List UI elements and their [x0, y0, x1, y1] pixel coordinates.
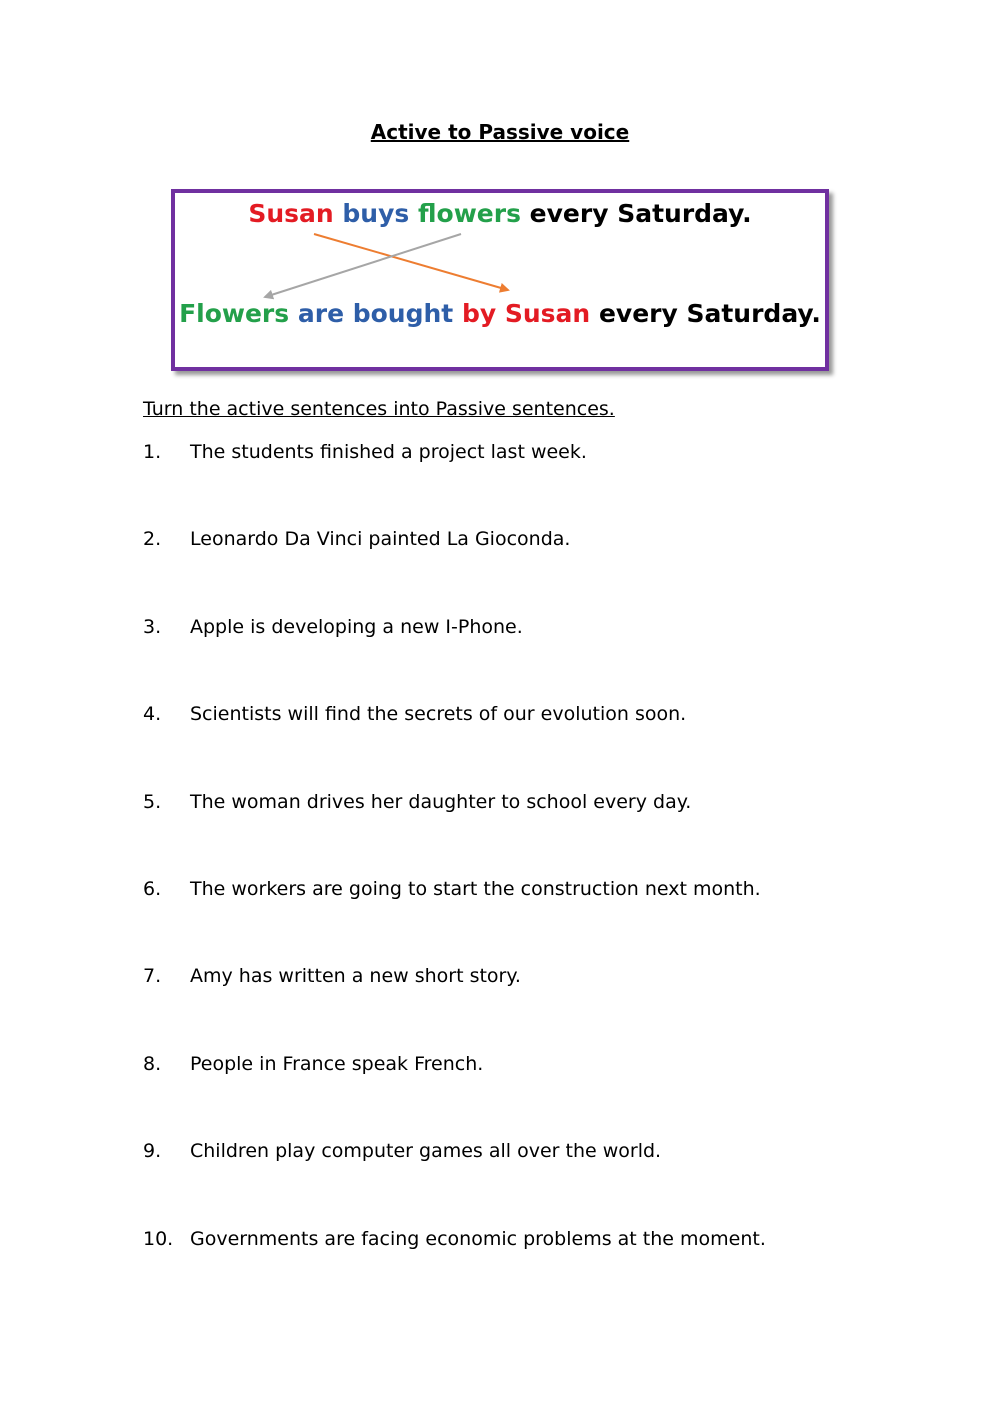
question-text: The students finished a project last week. [190, 441, 587, 463]
question-text: Amy has written a new short story. [190, 965, 521, 988]
transformation-arrows [175, 193, 825, 367]
active-object: flowers [417, 199, 521, 228]
passive-example-sentence [175, 299, 825, 328]
question-number: 1. [143, 441, 162, 463]
object-to-subject-arrow [265, 234, 461, 297]
question-item [143, 965, 903, 1052]
question-text: Leonardo Da Vinci painted La Gioconda. [190, 528, 571, 551]
question-item [143, 1053, 903, 1140]
question-item [143, 791, 903, 878]
active-subject: Susan [248, 199, 334, 228]
passive-subject: Flowers [179, 299, 290, 328]
question-text: Apple is developing a new I-Phone. [190, 615, 523, 638]
question-text: The woman drives her daughter to school every day. [190, 790, 692, 813]
question-number: 7. [143, 965, 162, 988]
question-number: 10. [143, 1227, 174, 1250]
question-number: 4. [143, 703, 162, 726]
passive-time: every Saturday. [598, 299, 821, 328]
question-item [143, 1228, 903, 1315]
question-text: Scientists will find the secrets of our evolution soon. [190, 703, 687, 726]
question-text: Governments are facing economic problems at the moment. [190, 1227, 766, 1250]
question-text: Children play computer games all over the world. [190, 1140, 662, 1163]
question-number: 3. [143, 615, 162, 638]
question-number: 5. [143, 790, 162, 813]
question-item [143, 528, 903, 615]
question-number: 6. [143, 877, 162, 900]
question-text: People in France speak French. [190, 1052, 484, 1075]
question-item [143, 1140, 903, 1227]
question-text: The workers are going to start the construction next month. [190, 877, 761, 900]
question-item [143, 616, 903, 703]
question-number: 9. [143, 1140, 162, 1163]
question-item [143, 441, 903, 528]
question-number: 8. [143, 1052, 162, 1075]
question-list [143, 441, 903, 1315]
subject-to-agent-arrow [314, 234, 508, 290]
passive-agent: by Susan [461, 299, 591, 328]
instruction: Turn the active sentences into Passive sentences. [143, 398, 615, 420]
active-verb: buys [342, 199, 410, 228]
example-box [171, 189, 829, 371]
question-number: 2. [143, 528, 162, 551]
question-item [143, 703, 903, 790]
active-time: every Saturday. [529, 199, 752, 228]
question-item [143, 878, 903, 965]
passive-verb: are bought [297, 299, 454, 328]
page-title: Active to Passive voice [370, 120, 630, 144]
